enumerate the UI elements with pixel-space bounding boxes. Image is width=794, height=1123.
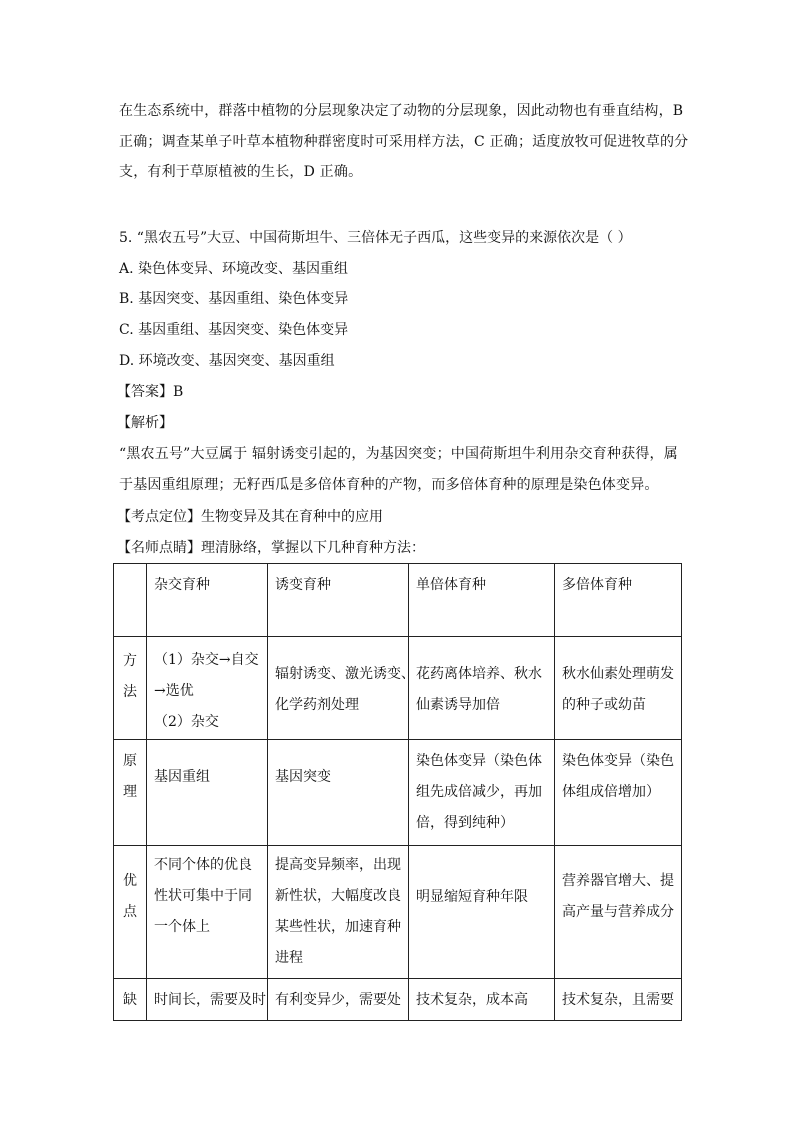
option-a: A. 染色体变异、环境改变、基因重组: [119, 261, 349, 277]
table-header-cell: 单倍体育种: [409, 564, 555, 637]
option-c: C. 基因重组、基因突变、染色体变异: [119, 322, 349, 338]
intro-paragraph: [119, 96, 689, 188]
table-cell: 有利变异少，需要处: [268, 979, 409, 1021]
answer-value: B: [173, 384, 184, 400]
table-row-method: [114, 637, 682, 740]
table-cell: 辐射诱变、激光诱变、 化学药剂处理: [268, 637, 409, 740]
dianjing-label: 【名师点睛】: [117, 540, 201, 556]
table-cell: 秋水仙素处理萌发 的种子或幼苗: [555, 637, 682, 740]
table-header-cell: 诱变育种: [268, 564, 409, 637]
table-row-disadvantage: [114, 979, 682, 1021]
dianjing-text: 理清脉络，掌握以下几种育种方法：: [201, 540, 425, 556]
question-stem: 5. “黑农五号”大豆、中国荷斯坦牛、三倍体无子西瓜，这些变异的来源依次是（ ）: [119, 230, 632, 246]
kaodian-label: 【考点定位】: [117, 509, 201, 525]
table-cell: 技术复杂，且需要: [555, 979, 682, 1021]
table-header-cell: 多倍体育种: [555, 564, 682, 637]
table-cell: （1）杂交→自交 →选优 （2）杂交: [147, 637, 268, 740]
table-cell: 染色体变异（染色 体组成倍增加）: [555, 740, 682, 846]
dianjing-line: [117, 538, 425, 558]
breeding-methods-table: [113, 563, 682, 1021]
option-d: D. 环境改变、基因突变、基因重组: [119, 353, 335, 369]
option-b: B. 基因突变、基因重组、染色体变异: [119, 291, 349, 307]
intro-line: 在生态系统中，群落中植物的分层现象决定了动物的分层现象，因此动物也有垂直结构，B: [119, 103, 684, 119]
table-row-advantage: [114, 846, 682, 979]
table-cell: 提高变异频率，出现 新性状，大幅度改良 某些性状，加速育种 进程: [268, 846, 409, 979]
intro-line: 支，有利于草原植被的生长，D 正确。: [119, 164, 363, 180]
intro-line: 正确；调查某单子叶草本植物种群密度时可采用样方法，C 正确；适度放牧可促进牧草的分: [119, 133, 689, 150]
table-cell: 染色体变异（染色体 组先成倍减少，再加 倍，得到纯种）: [409, 740, 555, 846]
kaodian-line: [117, 507, 383, 527]
table-cell: 基因突变: [268, 740, 409, 846]
row-label-cell: 方 法: [114, 637, 147, 740]
table-cell: 明显缩短育种年限: [409, 846, 555, 979]
answer-label: 【答案】: [117, 384, 173, 400]
answer-line: [117, 382, 183, 402]
table-cell: 不同个体的优良 性状可集中于同 一个体上: [147, 846, 268, 979]
analysis-heading: 【解析】: [117, 415, 173, 431]
kaodian-text: 生物变异及其在育种中的应用: [201, 509, 383, 525]
table-cell: 技术复杂，成本高: [409, 979, 555, 1021]
table-cell: 营养器官增大、提 高产量与营养成分: [555, 846, 682, 979]
table-cell: 花药离体培养、秋水 仙素诱导加倍: [409, 637, 555, 740]
table-cell: 基因重组: [147, 740, 268, 846]
row-label-cell: 原 理: [114, 740, 147, 846]
row-label-cell: 缺: [114, 979, 147, 1021]
row-label-cell: 优 点: [114, 846, 147, 979]
table-cell: 时间长，需要及时: [147, 979, 268, 1021]
table-header-row: [114, 564, 682, 637]
table-header-cell: 杂交育种: [147, 564, 268, 637]
table-row-principle: [114, 740, 682, 846]
table-header-cell: [114, 564, 147, 637]
analysis-paragraph: [119, 439, 679, 501]
analysis-line: 于基因重组原理；无籽西瓜是多倍体育种的产物，而多倍体育种的原理是染色体变异。: [119, 477, 659, 493]
analysis-line: “黑农五号”大豆属于 辐射诱变引起的，为基因突变；中国荷斯坦牛利用杂交育种获得，属: [119, 446, 678, 462]
